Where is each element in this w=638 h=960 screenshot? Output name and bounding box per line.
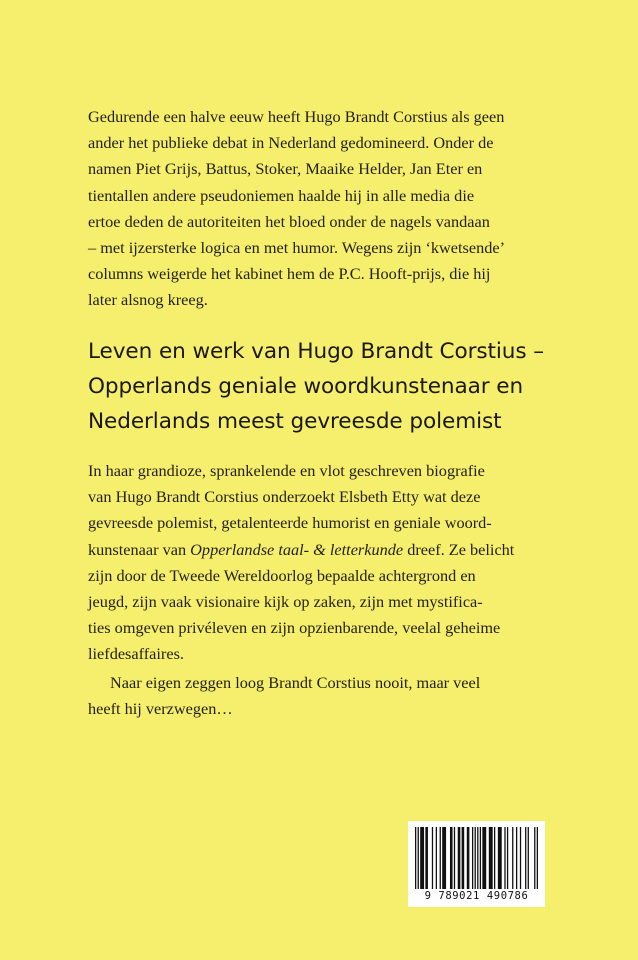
barcode-bar: [458, 827, 461, 889]
barcode-bar: [425, 827, 428, 889]
barcode-bar: [436, 827, 437, 889]
intro-line: columns weigerde het kabinet hem de P.C. Hooft-prijs, die hij: [88, 264, 491, 284]
barcode-bar: [418, 827, 419, 889]
barcode-bar: [498, 827, 502, 889]
headline-line: Nederlands meest gevreesde polemist: [88, 409, 502, 434]
barcode-bar: [520, 827, 521, 889]
headline-line: Leven en werk van Hugo Brandt Corstius –: [88, 339, 544, 364]
barcode-bar: [512, 827, 513, 889]
barcode-bar: [454, 827, 455, 889]
barcode-bar: [442, 827, 446, 889]
barcode-bars: [415, 827, 538, 889]
headline-line: Opperlands geniale woordkunstenaar en: [88, 374, 524, 399]
body-text-segment: dreef. Ze belicht: [403, 539, 515, 559]
isbn-barcode: [408, 821, 545, 907]
body-line: gevreesde polemist, getalenteerde humorist en geniale woord-: [88, 513, 492, 533]
barcode-bar: [494, 827, 495, 889]
body-line: zijn door de Tweede Wereldoorlog bepaalde achtergrond en: [88, 565, 476, 585]
intro-line: ertoe deden de autoriteiten het bloed onder de nagels vandaan: [88, 211, 490, 231]
intro-line: namen Piet Grijs, Battus, Stoker, Maaike Helder, Jan Eter en: [88, 159, 483, 179]
barcode-bar: [477, 827, 478, 889]
intro-line: Gedurende een halve eeuw heeft Hugo Brandt Corstius als geen: [88, 107, 505, 126]
barcode-bar: [432, 827, 433, 889]
barcode-bar: [415, 827, 416, 889]
body-line: [88, 537, 558, 563]
barcode-bar: [440, 827, 441, 889]
barcode-bar: [472, 827, 473, 889]
barcode-bar: [467, 827, 470, 889]
intro-line: tientallen andere pseudoniemen haalde hij in alle media die: [88, 185, 475, 205]
body-line: In haar grandioze, sprankelende en vlot geschreven biografie: [88, 461, 485, 480]
intro-line: – met ijzersterke logica en met humor. Wegens zijn ‘kwetsende’: [88, 238, 506, 258]
body-line: liefdesaffaires.: [88, 644, 184, 664]
body-line: ties omgeven privéleven en zijn opzienbarende, veelal geheime: [88, 618, 501, 638]
barcode-bar: [537, 827, 538, 889]
body-line: van Hugo Brandt Corstius onderzoekt Elsbeth Etty wat deze: [88, 487, 481, 507]
barcode-bar: [482, 827, 486, 889]
body-text-segment: kunstenaar van: [88, 539, 191, 559]
barcode-bar: [525, 827, 526, 889]
barcode-bar: [489, 827, 493, 889]
intro-paragraph: [88, 104, 558, 314]
barcode-bar: [420, 827, 424, 889]
intro-line: later alsnog kreeg.: [88, 290, 208, 310]
intro-line: ander het publieke debat in Nederland gedomineerd. Onder de: [88, 133, 494, 153]
barcode-bar: [507, 827, 508, 889]
body-line: jeugd, zijn vaak visionaire kijk op zaken, zijn met mystifica-: [88, 592, 483, 612]
barcode-bar: [528, 827, 529, 889]
barcode-bar: [462, 827, 465, 889]
barcode-bar: [516, 827, 517, 889]
headline: [88, 334, 588, 439]
barcode-bar: [534, 827, 535, 889]
closing-line: Naar eigen zeggen loog Brandt Corstius nooit, maar veel: [110, 672, 481, 692]
barcode-bar: [475, 827, 476, 889]
barcode-bar: [480, 827, 481, 889]
closing-line: heeft hij verzwegen…: [88, 698, 233, 718]
book-title-italic: Opperlandse taal- & letterkunde: [190, 539, 404, 559]
barcode-bar: [504, 827, 505, 889]
description-paragraph: [88, 458, 558, 722]
barcode-bar: [450, 827, 453, 889]
isbn-number: 9 789021 490786: [424, 890, 529, 902]
